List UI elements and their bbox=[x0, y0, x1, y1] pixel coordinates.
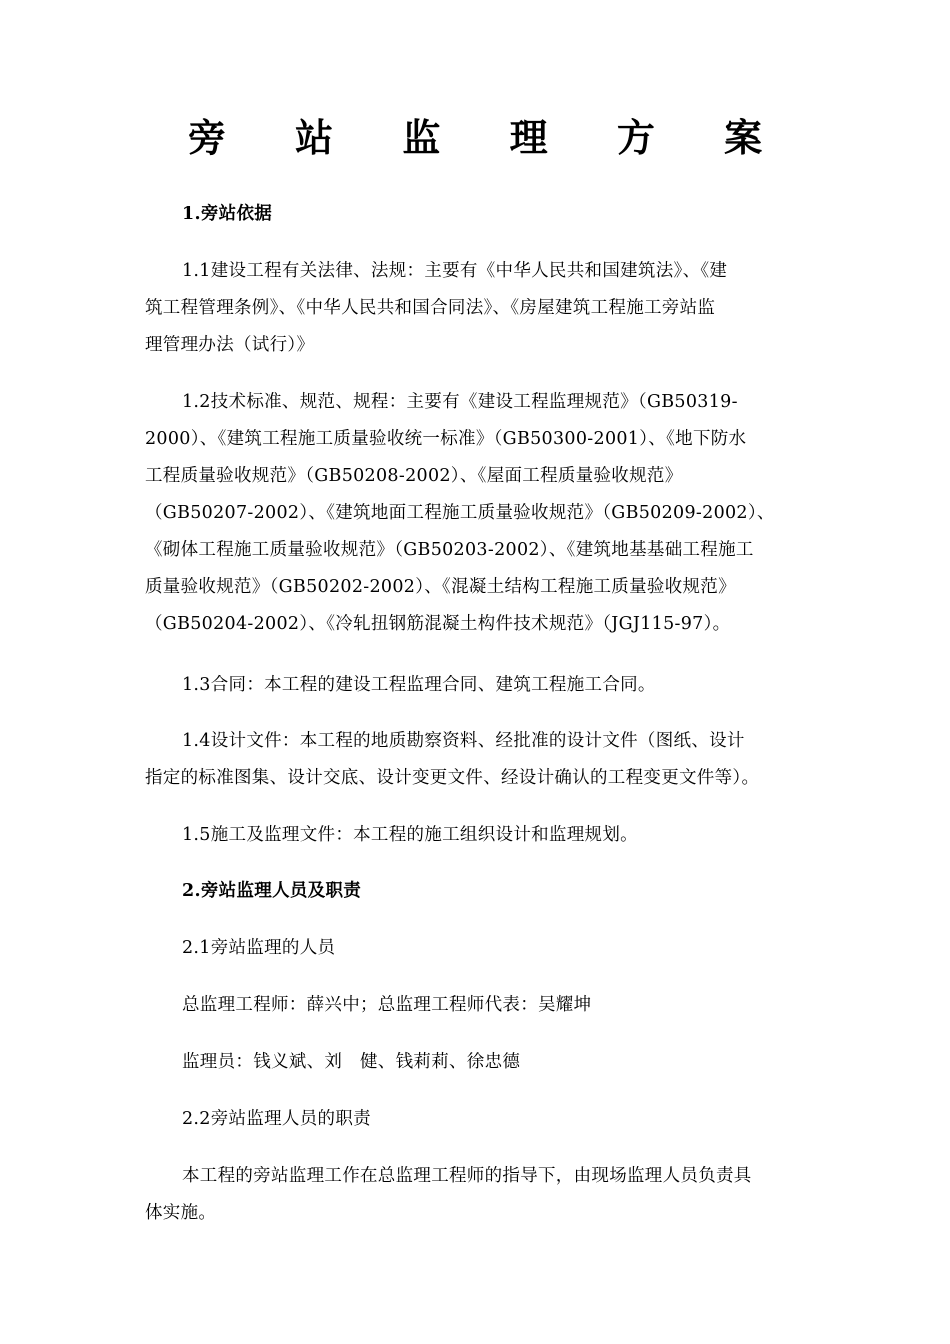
paragraph-2-2-body bbox=[145, 1158, 815, 1232]
paragraph-1-2-line-1: 1.2技术标准、规范、规程：主要有《建设工程监理规范》（GB50319- bbox=[182, 392, 738, 412]
paragraph-1-4-line-1: 1.4设计文件：本工程的地质勘察资料、经批准的设计文件（图纸、设计 bbox=[182, 731, 745, 751]
paragraph-1-2 bbox=[145, 384, 815, 643]
paragraph-1-5: 1.5施工及监理文件：本工程的施工组织设计和监理规划。 bbox=[182, 825, 638, 845]
paragraph-1-2-line-2: 2000）、《建筑工程施工质量验收统一标准》（GB50300-2001）、《地下防水 bbox=[145, 429, 747, 449]
paragraph-1-1-line-1: 1.1建设工程有关法律、法规：主要有《中华人民共和国建筑法》、《建 bbox=[182, 261, 728, 281]
supervisors-line: 监理员：钱义斌、刘 健、钱莉莉、徐忠德 bbox=[182, 1052, 521, 1072]
section-2-heading: 2.旁站监理人员及职责 bbox=[182, 881, 362, 901]
paragraph-1-1-line-2: 筑工程管理条例》、《中华人民共和国合同法》、《房屋建筑工程施工旁站监 bbox=[145, 298, 716, 318]
paragraph-2-1: 2.1旁站监理的人员 bbox=[182, 938, 336, 958]
paragraph-1-4 bbox=[145, 723, 815, 797]
paragraph-1-1-line-3: 理管理办法（试行）》 bbox=[145, 335, 315, 355]
paragraph-1-2-line-5: 《砌体工程施工质量验收规范》（GB50203-2002）、《建筑地基基础工程施工 bbox=[145, 540, 754, 560]
paragraph-1-2-line-7: （GB50204-2002）、《冷轧扭钢筋混凝土构件技术规范》（JGJ115-97）。 bbox=[145, 614, 731, 634]
paragraph-1-2-line-6: 质量验收规范》（GB50202-2002）、《混凝土结构工程施工质量验收规范》 bbox=[145, 577, 736, 597]
paragraph-1-4-line-2: 指定的标准图集、设计交底、设计变更文件、经设计确认的工程变更文件等）。 bbox=[145, 768, 760, 788]
section-1-heading: 1.旁站依据 bbox=[182, 204, 273, 224]
paragraph-1-2-line-4: （GB50207-2002）、《建筑地面工程施工质量验收规范》（GB50209-2002）、 bbox=[145, 503, 775, 523]
chief-supervisor-line: 总监理工程师：薛兴中；总监理工程师代表：吴耀坤 bbox=[182, 995, 592, 1015]
paragraph-1-1 bbox=[145, 253, 815, 364]
paragraph-2-2: 2.2旁站监理人员的职责 bbox=[182, 1109, 371, 1129]
paragraph-2-2-body-line-1: 本工程的旁站监理工作在总监理工程师的指导下，由现场监理人员负责具 bbox=[182, 1166, 752, 1186]
document-title: 旁 站 监 理 方 案 bbox=[187, 115, 791, 160]
paragraph-1-3: 1.3合同：本工程的建设工程监理合同、建筑工程施工合同。 bbox=[182, 675, 656, 695]
paragraph-1-2-line-3: 工程质量验收规范》（GB50208-2002）、《屋面工程质量验收规范》 bbox=[145, 466, 683, 486]
paragraph-2-2-body-line-2: 体实施。 bbox=[145, 1203, 217, 1223]
